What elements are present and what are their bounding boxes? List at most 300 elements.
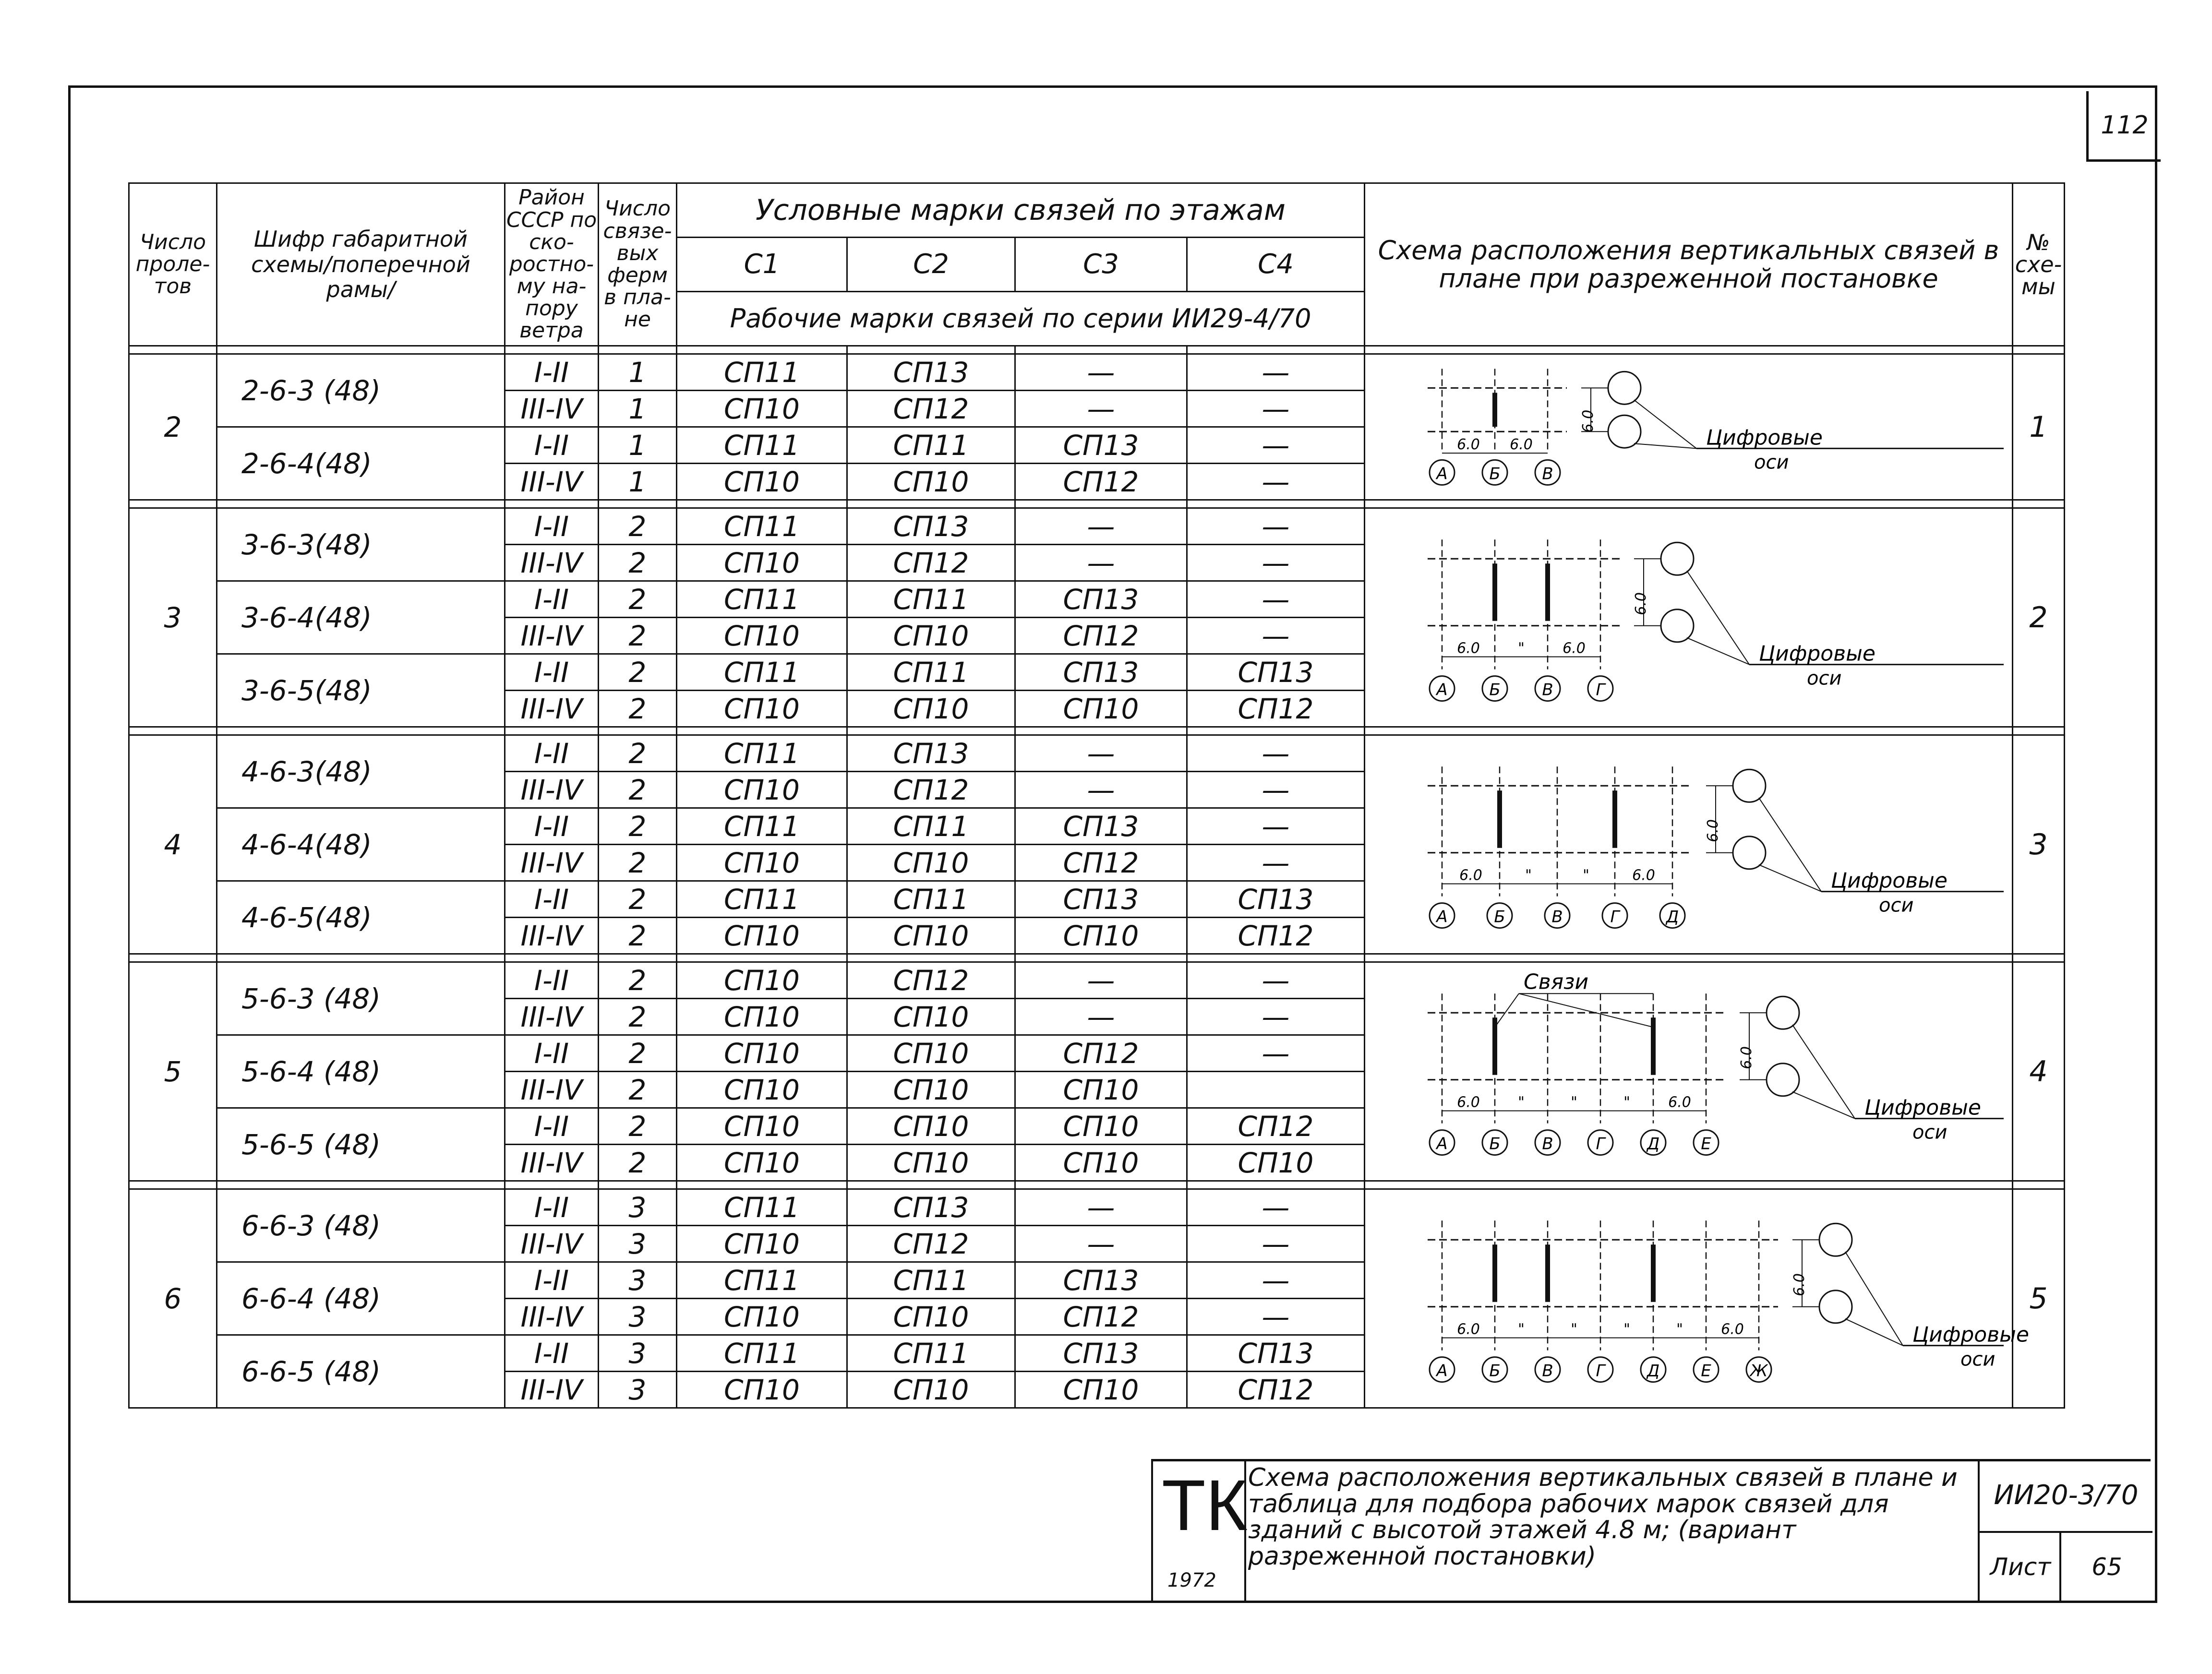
mark-c3: — <box>1015 1226 1187 1262</box>
dimension-label: 6.0 <box>1721 1321 1744 1338</box>
mark-c3: СП12 <box>1015 1035 1187 1072</box>
wind-region: III-IV <box>505 772 599 808</box>
frame-code: 2-6-4(48) <box>217 427 505 500</box>
frame-count: 2 <box>599 918 677 954</box>
mark-c1: СП10 <box>677 1226 847 1262</box>
axis-label: Б <box>1489 1134 1501 1154</box>
gap-cell <box>1365 500 2013 508</box>
leader-line <box>1687 571 1749 664</box>
mark-c4: — <box>1187 508 1365 545</box>
mark-c1: СП11 <box>677 1189 847 1226</box>
gap-cell <box>599 346 677 354</box>
scheme-number: 2 <box>2013 508 2065 727</box>
leader-line <box>1759 798 1821 891</box>
digital-axes-label: Цифровые <box>1831 868 1948 893</box>
dimension-label: 6.0 <box>1457 1094 1480 1111</box>
dimension-label: " <box>1571 1321 1577 1338</box>
table-row <box>129 354 2065 391</box>
digital-axis-marker <box>1608 415 1641 448</box>
dimension-label: 6.0 <box>1705 819 1721 842</box>
wind-region: I-II <box>505 654 599 691</box>
wind-region: III-IV <box>505 545 599 581</box>
gap-cell <box>677 954 847 962</box>
dimension-label: " <box>1583 867 1589 884</box>
frame-count: 2 <box>599 1035 677 1072</box>
axis-label: А <box>1436 907 1448 927</box>
frame-count: 2 <box>599 772 677 808</box>
mark-c3: — <box>1015 999 1187 1035</box>
gap-cell <box>1015 1181 1187 1189</box>
wind-region: I-II <box>505 1108 599 1145</box>
axis-label: В <box>1542 1134 1553 1154</box>
gap-cell <box>2013 727 2065 735</box>
spans-count: 4 <box>129 735 217 954</box>
mark-c4: — <box>1187 772 1365 808</box>
dimension-label: 6.0 <box>1457 436 1480 454</box>
table-row <box>129 962 2065 999</box>
wind-region: III-IV <box>505 464 599 500</box>
gap-cell <box>1015 727 1187 735</box>
mark-c1: СП11 <box>677 654 847 691</box>
mark-c3: — <box>1015 354 1187 391</box>
dimension-label: 6.0 <box>1791 1273 1808 1296</box>
gap-cell <box>505 500 599 508</box>
frame-code: 4-6-4(48) <box>217 808 505 881</box>
leader-line <box>1519 993 1653 1027</box>
digital-axes-label: Цифровые <box>1706 425 1823 450</box>
mark-c2: СП13 <box>847 735 1015 772</box>
gap-cell <box>677 1181 847 1189</box>
digital-axis-marker <box>1819 1223 1852 1256</box>
mark-c1: СП11 <box>677 508 847 545</box>
mark-c1: СП11 <box>677 581 847 618</box>
axis-label: В <box>1542 1361 1553 1381</box>
mark-c1: СП10 <box>677 1299 847 1335</box>
mark-c3: СП12 <box>1015 845 1187 881</box>
dimension-label: 6.0 <box>1738 1046 1755 1069</box>
mark-c1: СП10 <box>677 1035 847 1072</box>
axis-label: Б <box>1489 680 1501 700</box>
header-marks-title: Условные марки связей по этажам <box>677 183 1365 238</box>
mark-c1: СП10 <box>677 464 847 500</box>
digital-axis-marker <box>1661 610 1694 642</box>
mark-c2: СП10 <box>847 1372 1015 1408</box>
wind-region: III-IV <box>505 618 599 654</box>
wind-region: III-IV <box>505 1145 599 1181</box>
mark-c2: СП10 <box>847 1299 1015 1335</box>
mark-c2: СП12 <box>847 772 1015 808</box>
frame-count: 1 <box>599 391 677 427</box>
wind-region: I-II <box>505 1262 599 1299</box>
axis-label: Д <box>1647 1134 1660 1154</box>
leader-line <box>1495 993 1519 1027</box>
mark-c2: СП11 <box>847 427 1015 464</box>
dimension-label: 6.0 <box>1632 867 1655 884</box>
digital-axis-marker <box>1767 1064 1799 1096</box>
frame-count: 2 <box>599 1145 677 1181</box>
frame-count: 3 <box>599 1372 677 1408</box>
scheme-4 <box>1365 965 2013 1174</box>
wind-region: I-II <box>505 962 599 999</box>
mark-c4: — <box>1187 618 1365 654</box>
mark-c3: СП10 <box>1015 691 1187 727</box>
axis-label: А <box>1436 1361 1448 1381</box>
stamp-sheet-value: 65 <box>2059 1531 2152 1603</box>
wind-region: I-II <box>505 1189 599 1226</box>
mark-c2: СП10 <box>847 918 1015 954</box>
group-gap <box>129 954 2065 962</box>
org-mark: ТК <box>1162 1465 1248 1545</box>
frame-code: 3-6-5(48) <box>217 654 505 727</box>
frame-code: 3-6-3(48) <box>217 508 505 581</box>
frame-code: 6-6-3 (48) <box>217 1189 505 1262</box>
frame-code: 6-6-4 (48) <box>217 1262 505 1335</box>
mark-c4: СП12 <box>1187 918 1365 954</box>
gap-cell <box>1365 1181 2013 1189</box>
frame-code: 5-6-3 (48) <box>217 962 505 1035</box>
axis-label: Е <box>1701 1361 1711 1381</box>
gap-cell <box>1015 954 1187 962</box>
gap-cell <box>129 954 217 962</box>
frame-count: 2 <box>599 881 677 918</box>
header-work-marks: Рабочие марки связей по серии ИИ29-4/70 <box>677 292 1365 346</box>
axis-label: Б <box>1489 1361 1501 1381</box>
frame-code: 4-6-3(48) <box>217 735 505 808</box>
mark-c3: СП13 <box>1015 654 1187 691</box>
dimension-label: " <box>1623 1321 1630 1338</box>
gap-cell <box>2013 1181 2065 1189</box>
digital-axes-label: Цифровые <box>1912 1322 2029 1347</box>
gap-cell <box>505 954 599 962</box>
mark-c3: СП13 <box>1015 881 1187 918</box>
mark-c4: — <box>1187 391 1365 427</box>
mark-c4: СП13 <box>1187 1335 1365 1372</box>
frame-count: 2 <box>599 691 677 727</box>
gap-cell <box>129 346 217 354</box>
links-label: Связи <box>1524 969 1589 994</box>
mark-c1: СП10 <box>677 1145 847 1181</box>
mark-c1: СП10 <box>677 1372 847 1408</box>
table-row <box>129 735 2065 772</box>
mark-c2: СП13 <box>847 1189 1015 1226</box>
leader-line <box>1792 1025 1855 1118</box>
header-c3: C3 <box>1015 238 1187 292</box>
scheme-5 <box>1365 1192 2029 1401</box>
mark-c1: СП10 <box>677 1072 847 1108</box>
dimension-label: " <box>1623 1094 1630 1111</box>
digital-axes-label: оси <box>1754 451 1789 474</box>
gap-cell <box>847 500 1015 508</box>
gap-cell <box>847 727 1015 735</box>
mark-c4: СП12 <box>1187 1372 1365 1408</box>
header-region: Район СССР по ско-ростно-му на-пору ветра <box>505 183 599 346</box>
gap-cell <box>2013 346 2065 354</box>
mark-c4: — <box>1187 464 1365 500</box>
mark-c4: — <box>1187 1226 1365 1262</box>
frame-code: 4-6-5(48) <box>217 881 505 954</box>
mark-c1: СП10 <box>677 618 847 654</box>
dimension-label: 6.0 <box>1457 1321 1480 1338</box>
stamp-title: Схема расположения вертикальных связей в плане и таблица для подбора рабочих марок связей для зданий с высотой этажей 4.8 м; (вариант разреженной постановки) <box>1248 1463 1958 1571</box>
mark-c1: СП10 <box>677 691 847 727</box>
digital-axes-label: оси <box>1879 894 1914 917</box>
mark-c3: СП13 <box>1015 581 1187 618</box>
gap-cell <box>847 954 1015 962</box>
leader-line <box>1634 400 1696 448</box>
scheme-cell <box>1365 354 2013 500</box>
scheme-number: 3 <box>2013 735 2065 954</box>
mark-c1: СП10 <box>677 999 847 1035</box>
mark-c1: СП10 <box>677 1108 847 1145</box>
frame-code: 6-6-5 (48) <box>217 1335 505 1408</box>
gap-cell <box>217 500 505 508</box>
mark-c2: СП10 <box>847 1035 1015 1072</box>
digital-axes-label: Цифровые <box>1759 641 1875 666</box>
spans-count: 2 <box>129 354 217 500</box>
mark-c1: СП11 <box>677 354 847 391</box>
gap-cell <box>1015 346 1187 354</box>
leader-line <box>1845 1252 1903 1345</box>
header-spans: Число проле-тов <box>129 183 217 346</box>
frame-count: 2 <box>599 845 677 881</box>
mark-c1: СП11 <box>677 1262 847 1299</box>
scheme-number: 1 <box>2013 354 2065 500</box>
gap-cell <box>1187 346 1365 354</box>
mark-c3: СП10 <box>1015 1072 1187 1108</box>
group-gap <box>129 727 2065 735</box>
gap-cell <box>217 727 505 735</box>
mark-c2: СП10 <box>847 999 1015 1035</box>
mark-c4: — <box>1187 1299 1365 1335</box>
digital-axes-label: оси <box>1960 1348 1996 1371</box>
scheme-cell <box>1365 508 2013 727</box>
dimension-label: " <box>1525 867 1532 884</box>
frame-count: 3 <box>599 1226 677 1262</box>
mark-c2: СП10 <box>847 1108 1015 1145</box>
axis-label: Г <box>1610 907 1620 927</box>
mark-c3: СП10 <box>1015 1145 1187 1181</box>
gap-cell <box>599 727 677 735</box>
wind-region: III-IV <box>505 845 599 881</box>
mark-c3: СП10 <box>1015 1372 1187 1408</box>
gap-cell <box>1187 727 1365 735</box>
mark-c1: СП11 <box>677 735 847 772</box>
frame-count: 2 <box>599 618 677 654</box>
digital-axis-marker <box>1733 837 1766 869</box>
spans-count: 5 <box>129 962 217 1181</box>
mark-c3: СП13 <box>1015 1262 1187 1299</box>
dimension-label: " <box>1518 640 1525 657</box>
mark-c2: СП11 <box>847 808 1015 845</box>
digital-axes-label: оси <box>1912 1121 1948 1144</box>
axis-label: Д <box>1647 1361 1660 1381</box>
mark-c2: СП11 <box>847 881 1015 918</box>
mark-c3: СП13 <box>1015 1335 1187 1372</box>
gap-cell <box>677 727 847 735</box>
dimension-label: 6.0 <box>1633 592 1649 615</box>
digital-axis-marker <box>1608 371 1641 404</box>
gap-cell <box>129 1181 217 1189</box>
mark-c1: СП11 <box>677 808 847 845</box>
axis-label: Г <box>1596 680 1605 700</box>
gap-cell <box>599 954 677 962</box>
axis-label: В <box>1542 464 1553 484</box>
scheme-cell <box>1365 1189 2029 1408</box>
frame-count: 3 <box>599 1189 677 1226</box>
wind-region: III-IV <box>505 999 599 1035</box>
frame-code: 5-6-4 (48) <box>217 1035 505 1108</box>
axis-label: А <box>1436 680 1448 700</box>
mark-c2: СП11 <box>847 1335 1015 1372</box>
mark-c1: СП10 <box>677 545 847 581</box>
mark-c1: СП10 <box>677 918 847 954</box>
header-scheme-num: № схе-мы <box>2013 183 2065 346</box>
mark-c2: СП10 <box>847 464 1015 500</box>
mark-c2: СП11 <box>847 1262 1015 1299</box>
table-row <box>129 1189 2065 1226</box>
mark-c3: — <box>1015 962 1187 999</box>
mark-c4: — <box>1187 1262 1365 1299</box>
mark-c3: СП10 <box>1015 1108 1187 1145</box>
gap-cell <box>599 1181 677 1189</box>
mark-c2: СП10 <box>847 1072 1015 1108</box>
frame-count: 2 <box>599 735 677 772</box>
axis-label: Ж <box>1750 1361 1768 1381</box>
spans-count: 3 <box>129 508 217 727</box>
axis-label: В <box>1551 907 1563 927</box>
mark-c4: — <box>1187 545 1365 581</box>
mark-c2: СП12 <box>847 962 1015 999</box>
group-gap <box>129 1181 2065 1189</box>
mark-c4: СП12 <box>1187 1108 1365 1145</box>
header-c1: C1 <box>677 238 847 292</box>
digital-axes-label: оси <box>1807 667 1842 690</box>
mark-c4: СП12 <box>1187 691 1365 727</box>
frame-code: 2-6-3 (48) <box>217 354 505 427</box>
gap-cell <box>505 346 599 354</box>
mark-c4: СП10 <box>1187 1145 1365 1181</box>
gap-cell <box>2013 954 2065 962</box>
axis-label: В <box>1542 680 1553 700</box>
axis-label: Г <box>1596 1361 1605 1381</box>
mark-c3: — <box>1015 508 1187 545</box>
gap-cell <box>1365 954 2013 962</box>
frame-count: 3 <box>599 1335 677 1372</box>
scheme-1 <box>1365 357 2013 493</box>
sheet-number: 112 <box>2086 91 2161 162</box>
wind-region: I-II <box>505 881 599 918</box>
mark-c3: — <box>1015 1189 1187 1226</box>
wind-region: III-IV <box>505 391 599 427</box>
digital-axis-marker <box>1767 996 1799 1029</box>
frame-count: 2 <box>599 962 677 999</box>
dimension-label: 6.0 <box>1580 409 1597 433</box>
leader-line <box>1634 443 1696 448</box>
gap-cell <box>599 500 677 508</box>
mark-c2: СП10 <box>847 691 1015 727</box>
axis-label: А <box>1436 464 1448 484</box>
wind-region: I-II <box>505 508 599 545</box>
gap-cell <box>1187 500 1365 508</box>
mark-c1: СП10 <box>677 845 847 881</box>
frame-count: 2 <box>599 1108 677 1145</box>
mark-c4 <box>1187 1072 1365 1108</box>
wind-region: I-II <box>505 427 599 464</box>
selection-table <box>128 182 2065 1409</box>
mark-c1: СП11 <box>677 1335 847 1372</box>
mark-c3: СП12 <box>1015 618 1187 654</box>
mark-c2: СП12 <box>847 1226 1015 1262</box>
frame-count: 3 <box>599 1262 677 1299</box>
dimension-label: 6.0 <box>1457 640 1480 657</box>
gap-cell <box>677 346 847 354</box>
mark-c4: СП13 <box>1187 654 1365 691</box>
mark-c1: СП11 <box>677 881 847 918</box>
spans-count: 6 <box>129 1189 217 1408</box>
gap-cell <box>2013 500 2065 508</box>
gap-cell <box>217 1181 505 1189</box>
header-c2: C2 <box>847 238 1015 292</box>
dimension-label: " <box>1676 1321 1683 1338</box>
wind-region: III-IV <box>505 918 599 954</box>
digital-axis-marker <box>1819 1291 1852 1323</box>
mark-c2: СП13 <box>847 508 1015 545</box>
mark-c4: — <box>1187 1189 1365 1226</box>
mark-c2: СП11 <box>847 581 1015 618</box>
group-gap <box>129 500 2065 508</box>
frame-count: 2 <box>599 1072 677 1108</box>
frame-count: 1 <box>599 427 677 464</box>
group-gap <box>129 346 2065 354</box>
mark-c1: СП10 <box>677 962 847 999</box>
frame-count: 2 <box>599 581 677 618</box>
gap-cell <box>1187 1181 1365 1189</box>
digital-axes-label: Цифровые <box>1864 1095 1981 1120</box>
wind-region: III-IV <box>505 1299 599 1335</box>
title-block-org <box>1151 1459 1246 1603</box>
axis-label: Б <box>1489 464 1501 484</box>
mark-c4: — <box>1187 999 1365 1035</box>
scheme-number: 5 <box>2013 1189 2065 1408</box>
frame-count: 2 <box>599 545 677 581</box>
axis-label: А <box>1436 1134 1448 1154</box>
mark-c3: СП10 <box>1015 918 1187 954</box>
mark-c4: — <box>1187 735 1365 772</box>
dimension-label: 6.0 <box>1510 436 1533 454</box>
mark-c4: — <box>1187 354 1365 391</box>
scheme-cell <box>1365 735 2013 954</box>
mark-c2: СП11 <box>847 654 1015 691</box>
mark-c1: СП10 <box>677 772 847 808</box>
mark-c3: СП12 <box>1015 1299 1187 1335</box>
mark-c4: — <box>1187 845 1365 881</box>
dimension-label: 6.0 <box>1668 1094 1691 1111</box>
scheme-2 <box>1365 511 2013 720</box>
header-frames: Число связе-вых ферм в пла-не <box>599 183 677 346</box>
gap-cell <box>847 1181 1015 1189</box>
gap-cell <box>129 727 217 735</box>
mark-c1: СП11 <box>677 427 847 464</box>
mark-c2: СП12 <box>847 545 1015 581</box>
header-scheme-title: Схема расположения вертикальных связей в плане при разреженной постановке <box>1365 183 2013 346</box>
gap-cell <box>129 500 217 508</box>
axis-label: Г <box>1596 1134 1605 1154</box>
header-c4: C4 <box>1187 238 1365 292</box>
frame-code: 5-6-5 (48) <box>217 1108 505 1181</box>
gap-cell <box>217 954 505 962</box>
gap-cell <box>677 500 847 508</box>
mark-c4: — <box>1187 1035 1365 1072</box>
